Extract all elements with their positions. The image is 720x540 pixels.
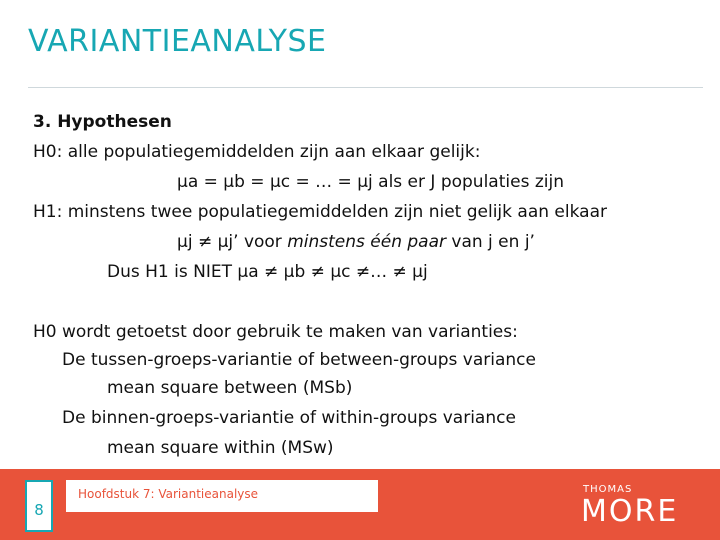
between-variance-line: De tussen-groeps-variantie of between-groups variance bbox=[62, 350, 536, 370]
h1-formula-pre: μj ≠ μj’ voor bbox=[177, 232, 288, 252]
slide-title: VARIANTIEANALYSE bbox=[28, 24, 327, 59]
page-number: 8 bbox=[34, 501, 44, 519]
test-statement: H0 wordt getoetst door gebruik te maken van varianties: bbox=[33, 322, 518, 342]
logo-wordmark-top: THOMAS bbox=[583, 484, 633, 495]
logo-wordmark-main: MORE bbox=[581, 494, 679, 529]
h0-statement: H0: alle populatiegemiddelden zijn aan elkaar gelijk: bbox=[33, 142, 481, 162]
h1-formula bbox=[177, 232, 535, 252]
h1-statement: H1: minstens twee populatiegemiddelden zijn niet gelijk aan elkaar bbox=[33, 202, 607, 222]
title-divider bbox=[28, 87, 703, 88]
h1-formula-emphasis: minstens één paar bbox=[287, 232, 446, 252]
h1-conclusion: Dus H1 is NIET μa ≠ μb ≠ μc ≠… ≠ μj bbox=[107, 262, 428, 282]
between-variance-abbr: mean square between (MSb) bbox=[107, 378, 353, 398]
section-heading: 3. Hypothesen bbox=[33, 112, 172, 132]
within-variance-abbr: mean square within (MSw) bbox=[107, 438, 334, 458]
h0-formula: μa = μb = μc = … = μj als er J populaties zijn bbox=[177, 172, 564, 192]
h1-formula-post: van j en j’ bbox=[446, 232, 535, 252]
footer-chapter-label: Hoofdstuk 7: Variantieanalyse bbox=[78, 487, 259, 501]
within-variance-line: De binnen-groeps-variantie of within-groups variance bbox=[62, 408, 516, 428]
